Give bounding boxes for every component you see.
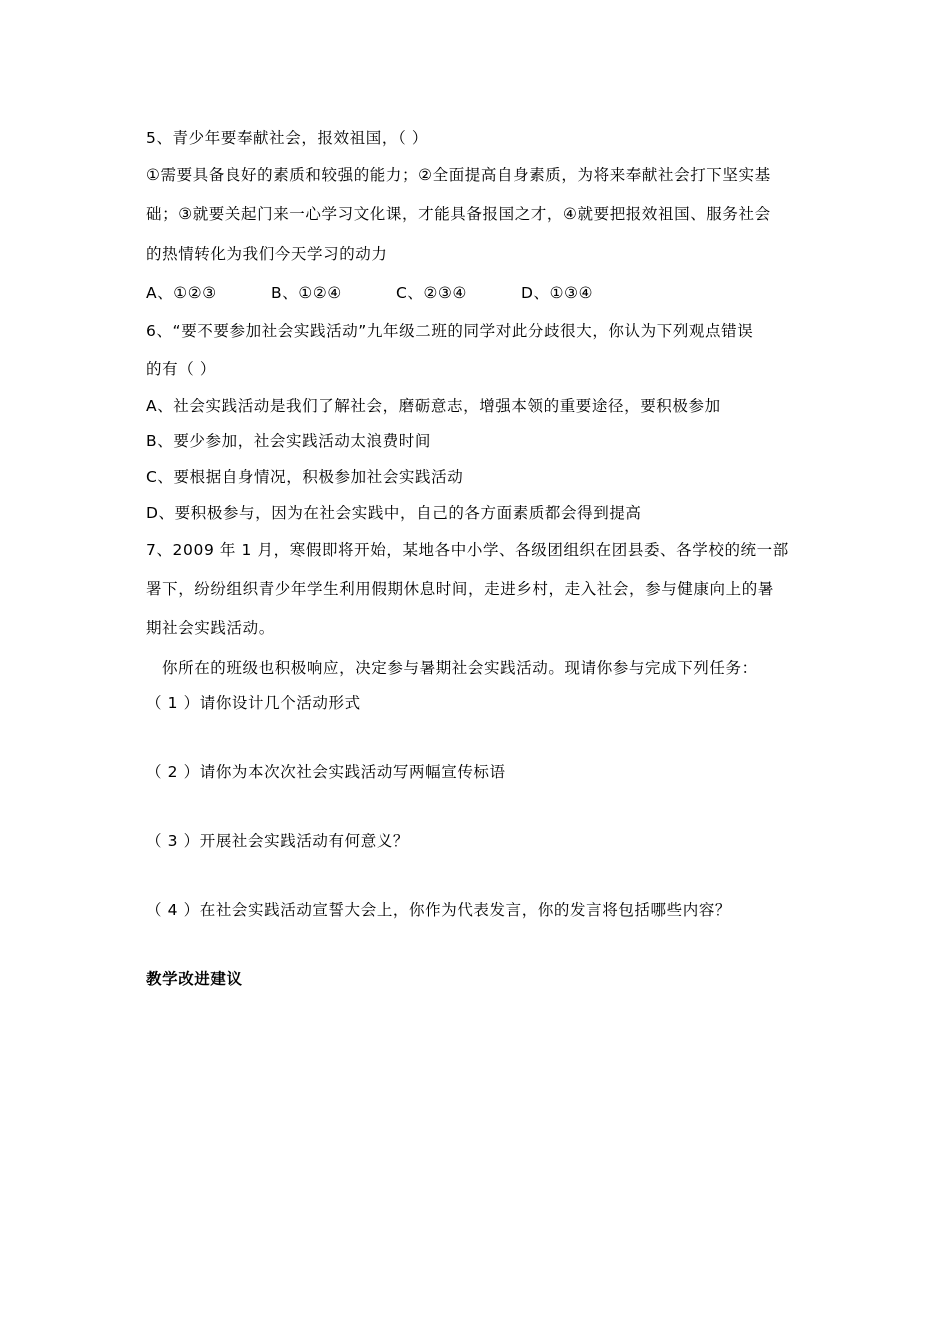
q7-stem-line: 署下，纷纷组织青少年学生利用假期休息时间，走进乡村，走入社会，参与健康向上的暑 bbox=[146, 580, 774, 598]
q6-option-b: B、要少参加，社会实践活动太浪费时间 bbox=[146, 432, 431, 450]
q7-stem-line: 7、2009 年 1 月，寒假即将开始，某地各中小学、各级团组织在团县委、各学校的统一部 bbox=[146, 541, 789, 559]
q7-intro: 你所在的班级也积极响应，决定参与暑期社会实践活动。现请你参与完成下列任务： bbox=[162, 659, 758, 677]
q5-option-d: D、①③④ bbox=[521, 284, 594, 302]
q7-stem-line: 期社会实践活动。 bbox=[146, 619, 275, 637]
q5-body-line: 础；③就要关起门来一心学习文化课，才能具备报国之才，④就要把报效祖国、服务社会 bbox=[146, 205, 771, 223]
q5-body-line: 的热情转化为我们今天学习的动力 bbox=[146, 245, 388, 263]
q6-stem-line: 6、“要不要参加社会实践活动”九年级二班的同学对此分歧很大，你认为下列观点错误 bbox=[146, 322, 754, 340]
q6-option-a: A、社会实践活动是我们了解社会，磨砺意志，增强本领的重要途径，要积极参加 bbox=[146, 397, 721, 415]
q6-option-d: D、要积极参与，因为在社会实践中，自己的各方面素质都会得到提高 bbox=[146, 504, 642, 522]
q6-option-c: C、要根据自身情况，积极参加社会实践活动 bbox=[146, 468, 464, 486]
q5-stem: 5、青少年要奉献社会，报效祖国，（ ） bbox=[146, 129, 428, 147]
q5-body-line: ①需要具备良好的素质和较强的能力；②全面提高自身素质，为将来奉献社会打下坚实基 bbox=[146, 166, 771, 184]
section-title: 教学改进建议 bbox=[146, 970, 243, 988]
q5-option-a: A、①②③ bbox=[146, 284, 217, 302]
q7-task-1: （ 1 ）请你设计几个活动形式 bbox=[146, 694, 361, 712]
q6-stem-line: 的有（ ） bbox=[146, 360, 216, 378]
q7-task-3: （ 3 ）开展社会实践活动有何意义？ bbox=[146, 832, 410, 850]
q5-option-b: B、①②④ bbox=[271, 284, 342, 302]
q7-task-4: （ 4 ）在社会实践活动宣誓大会上，你作为代表发言，你的发言将包括哪些内容？ bbox=[146, 901, 732, 919]
q5-options bbox=[146, 283, 593, 303]
q5-option-c: C、②③④ bbox=[396, 284, 468, 302]
q7-task-2: （ 2 ）请你为本次次社会实践活动写两幅宣传标语 bbox=[146, 763, 506, 781]
